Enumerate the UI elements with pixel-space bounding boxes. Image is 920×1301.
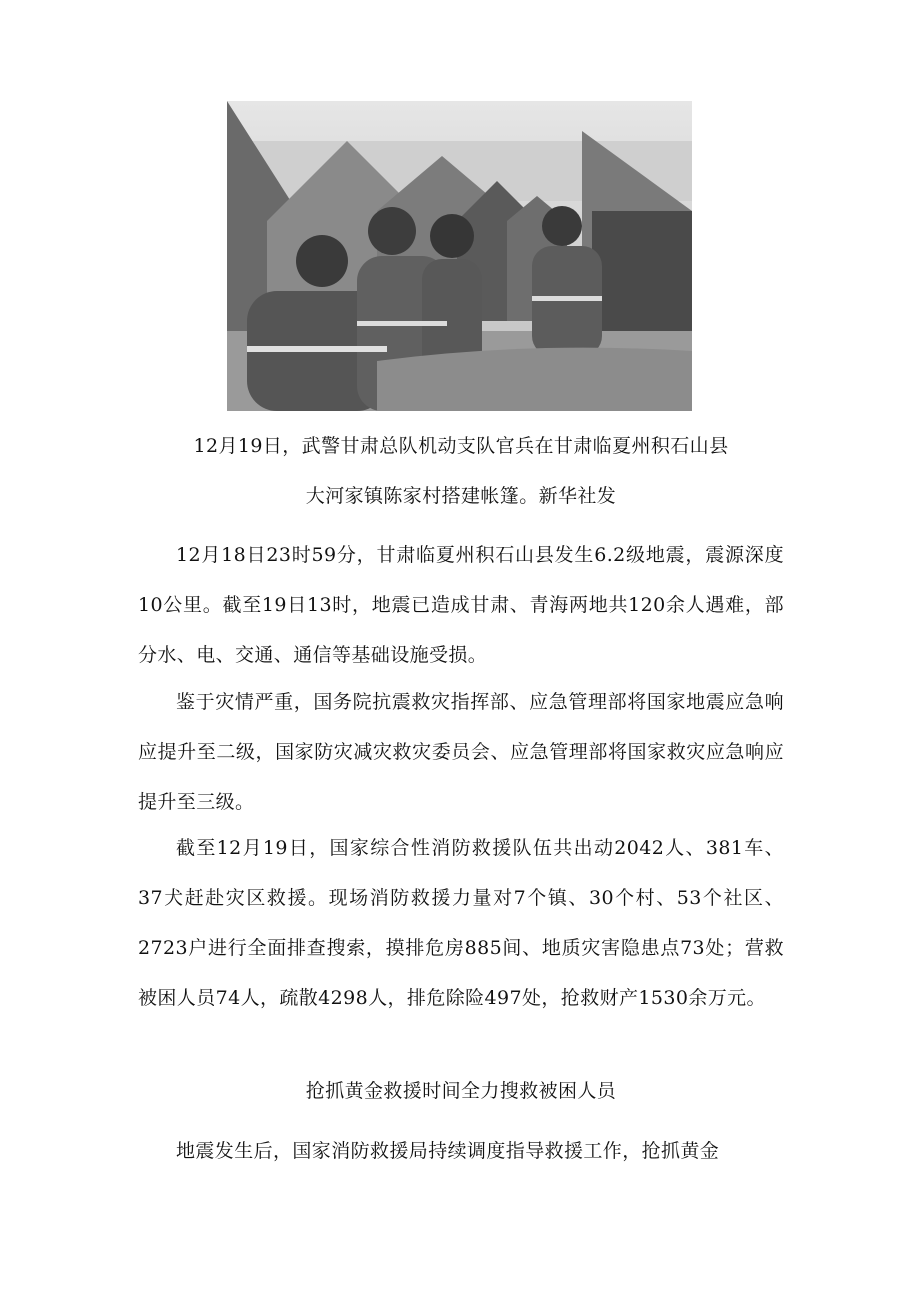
photo-caption — [138, 421, 784, 521]
paragraph-2: 鉴于灾情严重，国务院抗震救灾指挥部、应急管理部将国家地震应急响应提升至二级，国家防灾减灾救灾委员会、应急管理部将国家救灾应急响应提升至三级。 — [138, 691, 784, 813]
rescue-photo-icon — [227, 101, 692, 411]
paragraph-1: 12月18日23时59分，甘肃临夏州积石山县发生6.2级地震，震源深度10公里。截至19日13时，地震已造成甘肃、青海两地共120余人遇难，部分水、电、交通、通信等基础设施受损。 — [138, 544, 784, 666]
caption-line-2: 大河家镇陈家村搭建帐篷。新华社发 — [305, 485, 617, 507]
caption-line-1: 12月19日，武警甘肃总队机动支队官兵在甘肃临夏州积石山县 — [193, 435, 729, 457]
paragraph-3: 截至12月19日，国家综合性消防救援队伍共出动2042人、381车、37犬赶赴灾区救援。现场消防救援力量对7个镇、30个村、53个社区、2723户进行全面排查搜索，摸排危房885间、地质灾害隐患点73处；营救被困人员74人，疏散4298人，排危除险497处，抢救财产1530余万元。 — [138, 837, 784, 1009]
section-heading: 抢抓黄金救援时间全力搜救被困人员 — [305, 1080, 617, 1102]
paragraph-4: 地震发生后，国家消防救援局持续调度指导救援工作，抢抓黄金 — [176, 1140, 720, 1162]
news-photo — [227, 101, 692, 411]
